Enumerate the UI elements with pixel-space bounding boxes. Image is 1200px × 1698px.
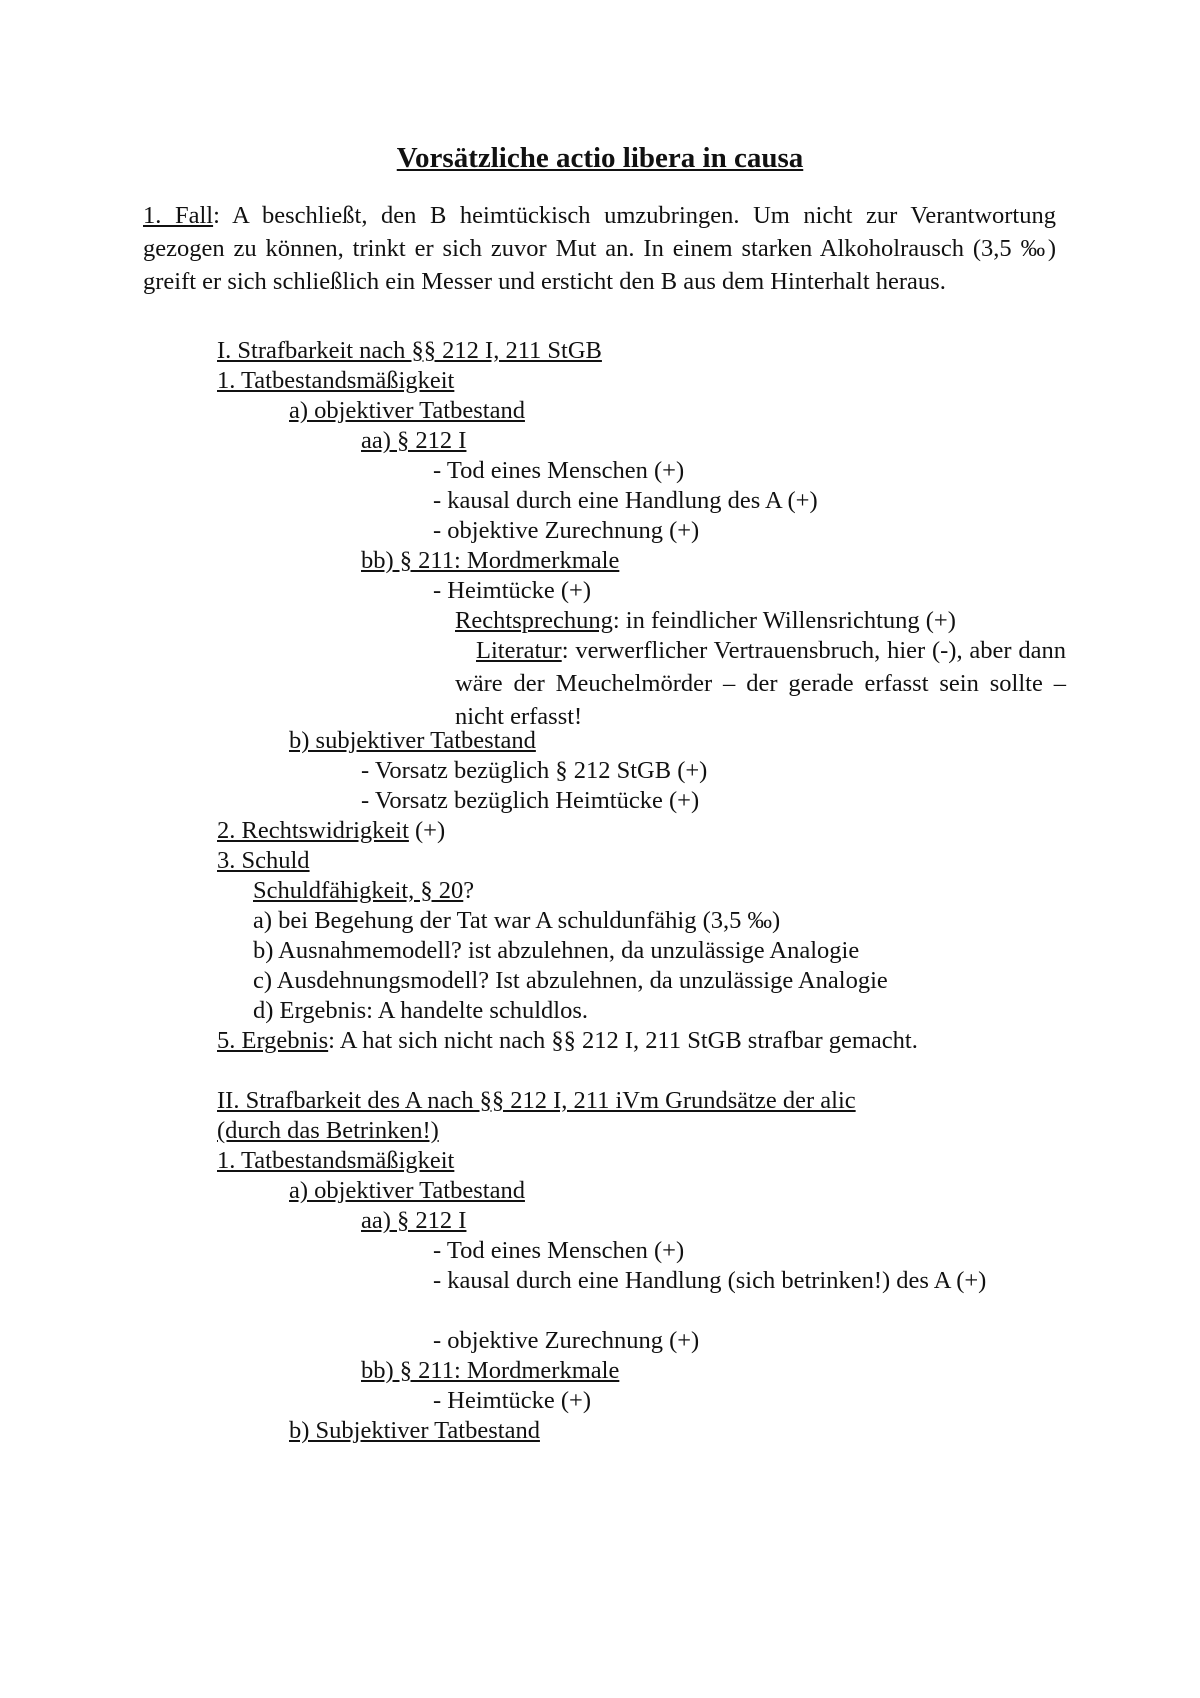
case-label: 1. Fall [143, 202, 214, 229]
part1-subj-item: - Vorsatz bezüglich Heimtücke (+) [361, 787, 700, 814]
part2-tatbestand: 1. Tatbestandsmäßigkeit [217, 1147, 455, 1174]
part1-aa: aa) § 212 I [361, 427, 467, 454]
part2-aa: aa) § 212 I [361, 1207, 467, 1234]
part1-subj-item: - Vorsatz bezüglich § 212 StGB (+) [361, 757, 708, 784]
part2-heading-line2: (durch das Betrinken!) [217, 1117, 439, 1144]
part1-ergebnis [217, 1024, 918, 1057]
part1-heimtuecke: - Heimtücke (+) [433, 577, 592, 604]
ergebnis-text: : A hat sich nicht nach §§ 212 I, 211 StGB strafbar gemacht. [328, 1027, 918, 1054]
part1-literatur [455, 634, 1066, 733]
part1-rechtsprechung [455, 604, 956, 637]
part1-objektiv: a) objektiver Tatbestand [289, 397, 525, 424]
part2-heimtuecke: - Heimtücke (+) [433, 1387, 592, 1414]
case-text: : A beschließt, den B heimtückisch umzubringen. Um nicht zur Verantwortung gezogen zu können, trinkt er sich zuvor Mut an. In einem starken Alkoholrausch (3,5 ‰) greift er sich schließlich ein Messer und ersticht den B aus dem Hinterhalt heraus. [143, 202, 1056, 295]
part1-aa-item: - objektive Zurechnung (+) [433, 517, 700, 544]
part2-subjektiv: b) Subjektiver Tatbestand [289, 1417, 540, 1444]
part1-subjektiv: b) subjektiver Tatbestand [289, 727, 536, 754]
part2-aa-item: - objektive Zurechnung (+) [433, 1327, 700, 1354]
part1-tatbestand: 1. Tatbestandsmäßigkeit [217, 367, 455, 394]
document-title: Vorsätzliche actio libera in causa [396, 142, 804, 174]
part1-schuld-item: a) bei Begehung der Tat war A schuldunfähig (3,5 ‰) [253, 907, 781, 934]
schuldfaehigkeit-q: ? [463, 877, 475, 904]
rechtswidrigkeit-text: (+) [408, 817, 446, 844]
part1-schuld: 3. Schuld [217, 847, 310, 874]
part2-aa-item: - Tod eines Menschen (+) [433, 1237, 685, 1264]
part1-aa-item: - kausal durch eine Handlung des A (+) [433, 487, 818, 514]
literatur-label: Literatur [476, 637, 562, 664]
rechtswidrigkeit-label: 2. Rechtswidrigkeit [217, 817, 409, 844]
case-description [143, 199, 1056, 298]
schuldfaehigkeit-label: Schuldfähigkeit, § 20 [253, 877, 464, 904]
rechtsprechung-text: : in feindlicher Willensrichtung (+) [612, 607, 956, 634]
part1-heading: I. Strafbarkeit nach §§ 212 I, 211 StGB [217, 337, 602, 364]
part1-bb: bb) § 211: Mordmerkmale [361, 547, 620, 574]
part2-bb: bb) § 211: Mordmerkmale [361, 1357, 620, 1384]
part1-rechtswidrigkeit [217, 814, 445, 847]
part2-aa-item: - kausal durch eine Handlung (sich betrinken!) des A (+) [433, 1267, 987, 1294]
part1-schuld-item: b) Ausnahmemodell? ist abzulehnen, da unzulässige Analogie [253, 937, 860, 964]
ergebnis-label: 5. Ergebnis [217, 1027, 329, 1054]
part2-heading-line1: II. Strafbarkeit des A nach §§ 212 I, 211 iVm Grundsätze der alic [217, 1087, 856, 1114]
part1-schuldfaehigkeit [253, 874, 474, 907]
part1-schuld-item: d) Ergebnis: A handelte schuldlos. [253, 997, 589, 1024]
rechtsprechung-label: Rechtsprechung [455, 607, 613, 634]
part2-objektiv: a) objektiver Tatbestand [289, 1177, 525, 1204]
part1-schuld-item: c) Ausdehnungsmodell? Ist abzulehnen, da unzulässige Analogie [253, 967, 888, 994]
literatur-text: : verwerflicher Vertrauensbruch, hier (-), aber dann wäre der Meuchelmörder – der gerade erfasst sein sollte – nicht erfasst! [455, 637, 1066, 730]
part1-aa-item: - Tod eines Menschen (+) [433, 457, 685, 484]
